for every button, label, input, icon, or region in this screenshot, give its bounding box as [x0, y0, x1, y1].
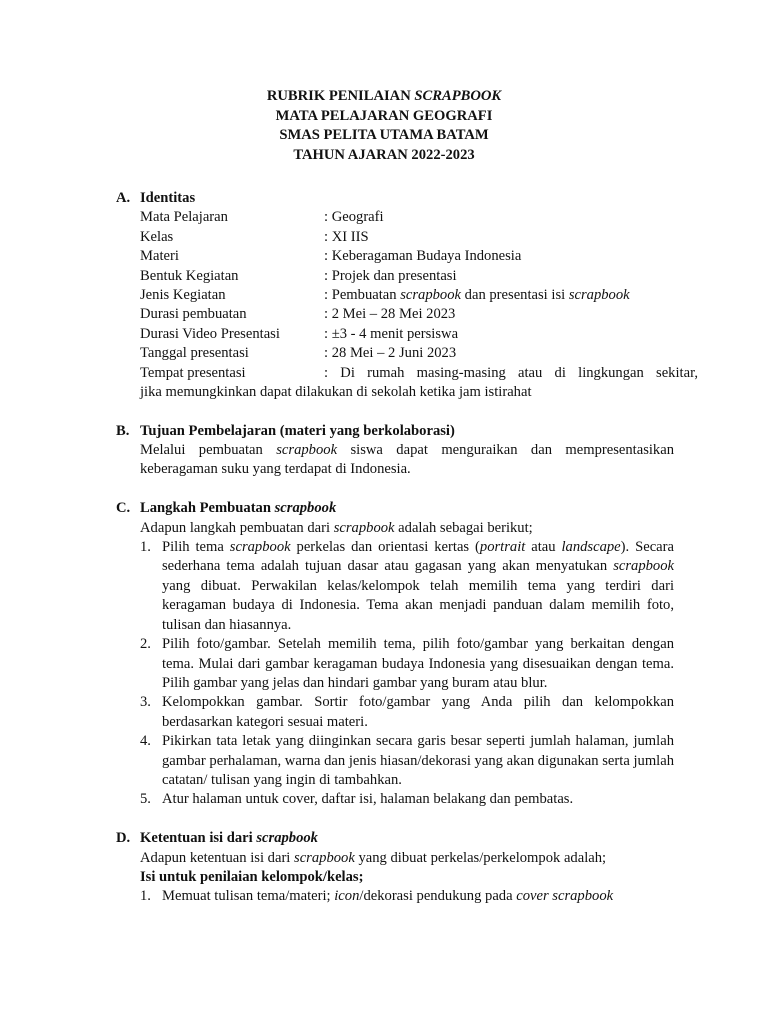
document-title: [0, 87, 768, 165]
list-item: 1. Memuat tulisan tema/materi; icon/dekorasi pendukung pada cover scrapbook: [140, 888, 614, 905]
list-item: 3. Kelompokkan gambar. Sortir foto/gambar yang Anda pilih dan kelompokkan berdasarkan kategori sesuai materi.: [140, 694, 674, 730]
identity-row: Mata Pelajaran : Geografi: [140, 209, 384, 226]
identity-row: Durasi Video Presentasi : ±3 - 4 menit persiswa: [140, 325, 459, 342]
identity-row: Jenis Kegiatan : Pembuatan scrapbook dan presentasi isi scrapbook: [140, 286, 630, 303]
identity-row: Tanggal presentasi : 28 Mei – 2 Juni 2023: [140, 345, 457, 362]
identity-row: Materi : Keberagaman Budaya Indonesia: [140, 248, 522, 265]
section-d-heading: D. Ketentuan isi dari scrapbook: [116, 830, 318, 847]
document-body: [116, 189, 698, 907]
identity-row: Kelas : XI IIS: [140, 228, 369, 245]
list-item: 2. Pilih foto/gambar. Setelah memilih tema, pilih foto/gambar yang berkaitan dengan tema. Mulai dari gambar keragaman budaya Indonesia yang disesuaikan dengan tema. Pilih gambar yang jelas dan hindari gambar yang buram atau blur.: [140, 636, 674, 691]
list-item: 4. Pikirkan tata letak yang diinginkan secara garis besar seperti jumlah halaman, jumlah gambar perhalaman, warna dan jenis hiasan/dekorasi yang akan digunakan serta jumlah catatan/ tulisan yang ingin di tambahkan.: [140, 733, 674, 788]
identity-row-continued: jika memungkinkan dapat dilakukan di sekolah ketika jam istirahat: [140, 383, 532, 400]
section-b-heading: B. Tujuan Pembelajaran (materi yang berkolaborasi): [116, 422, 455, 439]
steps-list: [116, 538, 674, 810]
title-line-2: MATA PELAJARAN GEOGRAFI: [275, 107, 493, 124]
section-a-heading: A. Identitas: [116, 190, 196, 206]
section-b-paragraph: Melalui pembuatan scrapbook siswa dapat menguraikan dan mempresentasikan keberagaman suku yang terdapat di Indonesia.: [140, 442, 675, 478]
title-line-3: SMAS PELITA UTAMA BATAM: [279, 127, 489, 144]
section-c-heading: C. Langkah Pembuatan scrapbook: [116, 500, 337, 517]
section-d-subheading: Isi untuk penilaian kelompok/kelas;: [140, 868, 364, 885]
list-item: 5. Atur halaman untuk cover, daftar isi, halaman belakang dan pembatas.: [140, 791, 574, 808]
list-item: 1. Pilih tema scrapbook perkelas dan orientasi kertas (portrait atau landscape). Secara sederhana tema adalah tujuan dasar atau gagasan yang akan menyatukan scrapbook yang dibuat. Perwakilan kelas/kelompok telah memilih tema yang terdiri dari keragaman budaya di Indonesia. Tema akan menjadi panduan dalam memilih foto, tulisan dan hiasannya.: [140, 539, 674, 633]
section-c-intro: Adapun langkah pembuatan dari scrapbook adalah sebagai berikut;: [140, 519, 533, 536]
identity-table: [140, 208, 698, 402]
section-d-intro: Adapun ketentuan isi dari scrapbook yang dibuat perkelas/perkelompok adalah;: [140, 849, 607, 866]
title-line-4: TAHUN AJARAN 2022-2023: [293, 146, 475, 163]
identity-row: Tempat presentasi : Di rumah masing-masing atau di lingkungan sekitar,: [140, 364, 698, 381]
identity-row: Durasi pembuatan : 2 Mei – 28 Mei 2023: [140, 306, 456, 323]
identity-row: Bentuk Kegiatan : Projek dan presentasi: [140, 267, 457, 284]
contents-list: [116, 887, 674, 906]
title-line-1: RUBRIK PENILAIAN SCRAPBOOK: [266, 88, 502, 104]
